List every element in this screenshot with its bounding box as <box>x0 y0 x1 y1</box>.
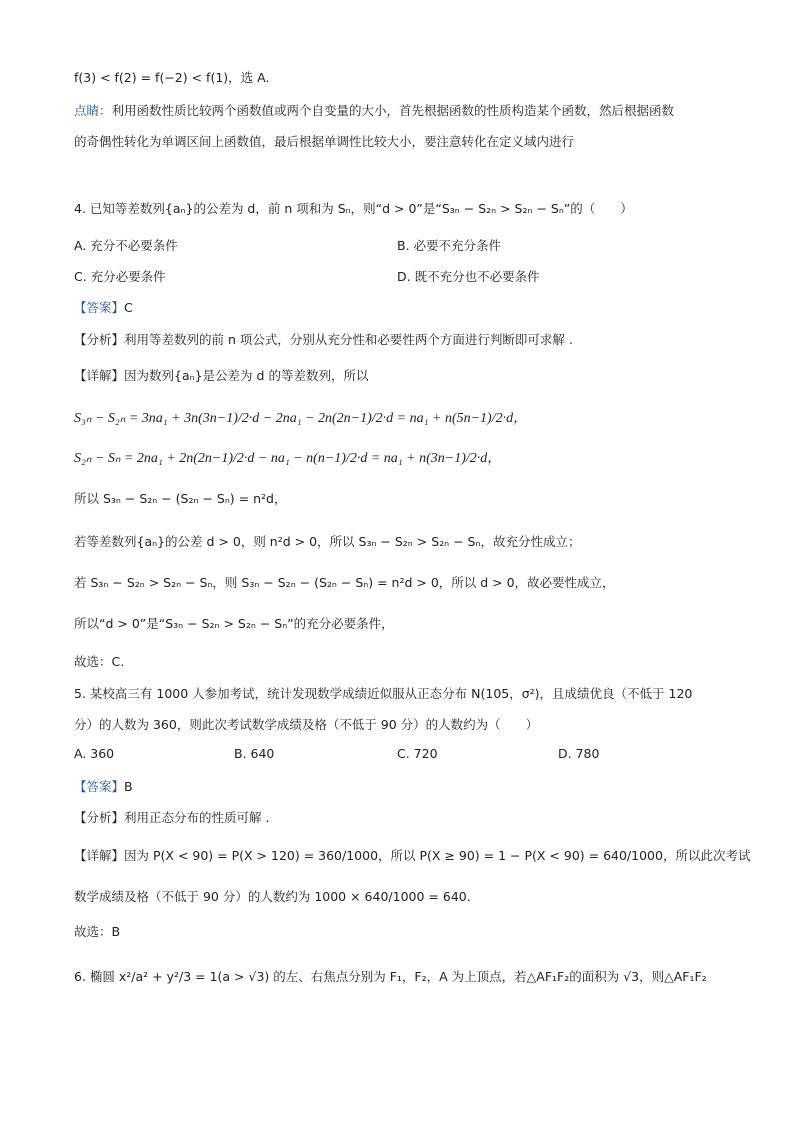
q5-option-c: C. 720 <box>397 746 438 761</box>
q5-answer <box>74 777 133 795</box>
tip-line-2: 的奇偶性转化为单调区间上函数值，最后根据单调性比较大小，要注意转化在定义域内进行 <box>74 134 575 149</box>
analysis-text: 利用等差数列的前 n 项公式，分别从充分性和必要性两个方面进行判断即可求解 . <box>124 332 573 347</box>
question-6-stem: 6. 椭圆 x²/a² + y²/3 = 1(a > √3) 的左、右焦点分别为 F₁，F₂，A 为上顶点，若△AF₁F₂的面积为 √3，则△AF₁F₂ <box>74 969 707 984</box>
question-5-stem-2: 分）的人数为 360，则此次考试数学成绩及格（不低于 90 分）的人数约为（ ） <box>74 717 539 732</box>
detail-text: 因为 P(X < 90) = P(X > 120) = 360/1000，所以 P(X ≥ 90) = 1 − P(X < 90) = 640/1000，所以此次考试 <box>124 848 751 863</box>
q4-option-c: C. 充分必要条件 <box>74 269 166 284</box>
q4-line-6: 所以“d > 0”是“S₃ₙ − S₂ₙ > S₂ₙ − Sₙ”的充分必要条件， <box>74 616 394 631</box>
tip-label: 点睛： <box>74 103 112 118</box>
answer-tag: 【答案】 <box>74 779 125 794</box>
analysis-tag: 【分析】 <box>74 810 125 825</box>
q5-choice: 故选：B <box>74 924 121 939</box>
q4-analysis <box>74 330 573 348</box>
q4-line-4: 若等差数列{aₙ}的公差 d > 0，则 n²d > 0，所以 S₃ₙ − S₂ₙ > S₂ₙ − Sₙ，故充分性成立； <box>74 534 581 549</box>
q4-detail <box>74 366 368 384</box>
answer-tag: 【答案】 <box>74 300 125 315</box>
q4-option-b: B. 必要不充分条件 <box>397 238 502 253</box>
detail-text: 因为数列{aₙ}是公差为 d 的等差数列，所以 <box>124 368 369 383</box>
answer-value: C <box>124 300 133 315</box>
q4-equation-2: S₂ₙ − Sₙ = 2na₁ + 2n(2n−1)/2·d − na₁ − n(n−1)/2·d = na₁ + n(3n−1)/2·d， <box>74 451 502 466</box>
analysis-text: 利用正态分布的性质可解 . <box>124 810 270 825</box>
detail-tag: 【详解】 <box>74 368 125 383</box>
question-5-stem-1: 5. 某校高三有 1000 人参加考试，统计发现数学成绩近似服从正态分布 N(105，σ²)，且成绩优良（不低于 120 <box>74 686 693 701</box>
q4-option-d: D. 既不充分也不必要条件 <box>397 269 540 284</box>
q4-equation-1: S₃ₙ − S₂ₙ = 3na₁ + 3n(3n−1)/2·d − 2na₁ − 2n(2n−1)/2·d = na₁ + n(5n−1)/2·d， <box>74 411 528 426</box>
q4-answer <box>74 298 133 316</box>
q4-choice: 故选：C. <box>74 654 125 669</box>
question-4-stem: 4. 已知等差数列{aₙ}的公差为 d，前 n 项和为 Sₙ，则“d > 0”是“S₃ₙ − S₂ₙ > S₂ₙ − Sₙ”的（ ） <box>74 201 633 216</box>
q4-line-5: 若 S₃ₙ − S₂ₙ > S₂ₙ − Sₙ，则 S₃ₙ − S₂ₙ − (S₂ₙ − Sₙ) = n²d > 0，所以 d > 0，故必要性成立， <box>74 575 615 590</box>
q4-option-a: A. 充分不必要条件 <box>74 238 178 253</box>
q5-detail-2: 数学成绩及格（不低于 90 分）的人数约为 1000 × 640/1000 = 640. <box>74 889 471 904</box>
q5-option-b: B. 640 <box>234 746 275 761</box>
tip-text-1: 利用函数性质比较两个函数值或两个自变量的大小，首先根据函数的性质构造某个函数，然后根据函数 <box>111 103 675 118</box>
analysis-tag: 【分析】 <box>74 332 125 347</box>
q5-option-d: D. 780 <box>558 746 600 761</box>
answer-value: B <box>124 779 133 794</box>
tip-line-1 <box>74 101 674 119</box>
answer-line: f(3) < f(2) = f(−2) < f(1)，选 A. <box>74 70 270 85</box>
detail-tag: 【详解】 <box>74 848 125 863</box>
q5-option-a: A. 360 <box>74 746 115 761</box>
q5-detail-1 <box>74 846 750 864</box>
q5-analysis <box>74 808 269 826</box>
q4-equation-3: 所以 S₃ₙ − S₂ₙ − (S₂ₙ − Sₙ) = n²d， <box>74 491 287 506</box>
